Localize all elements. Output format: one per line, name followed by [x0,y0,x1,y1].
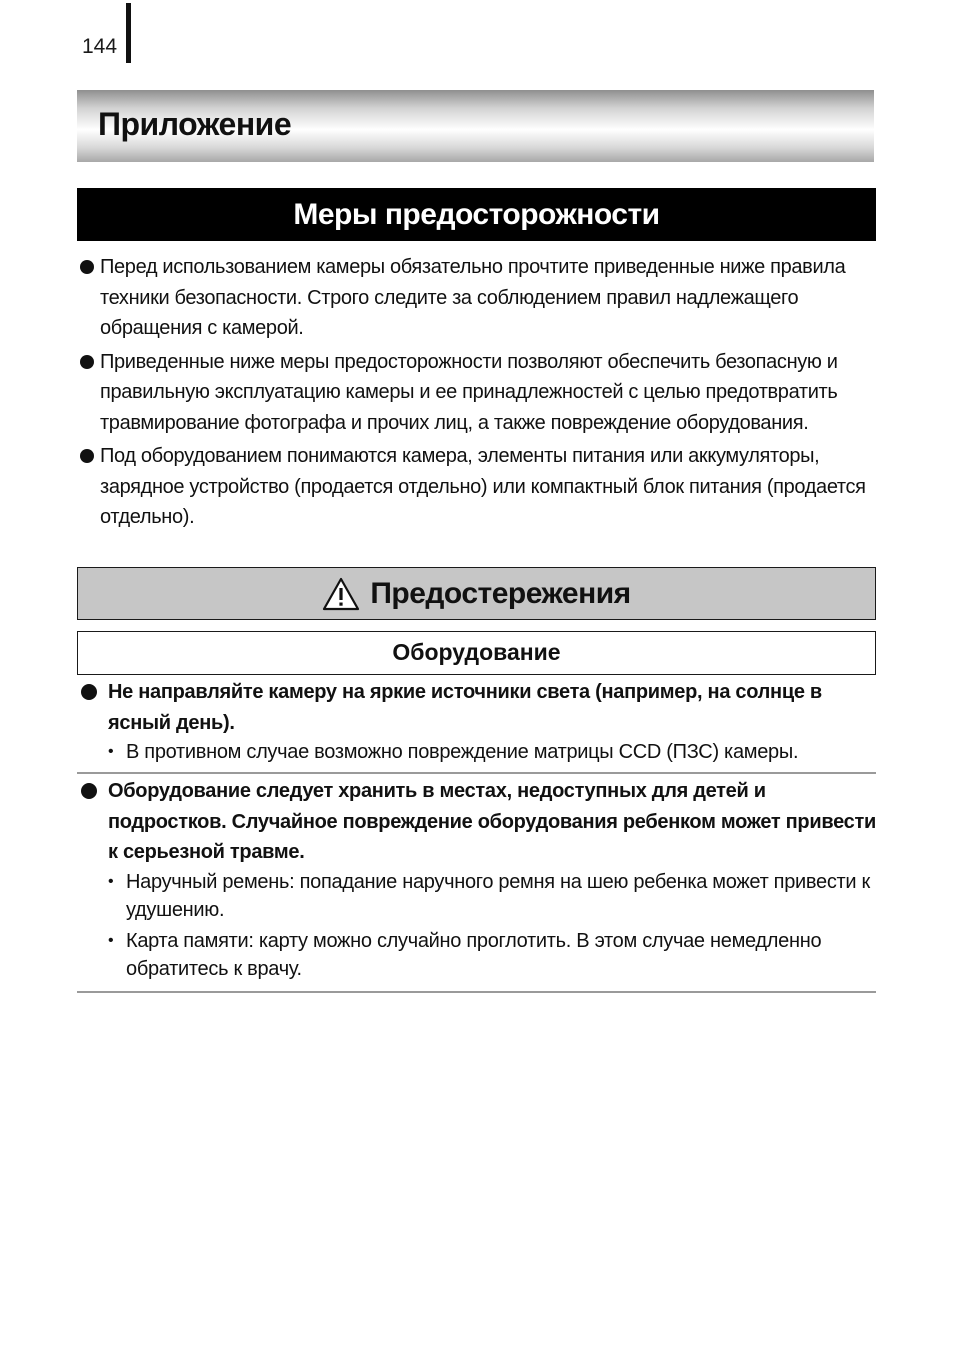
intro-text: Перед использованием камеры обязательно прочтите приведенные ниже правила техники безопасности. Строго следите за соблюдением правил надлежащего обращения с камерой. [100,256,846,339]
small-bullet-icon: • [108,931,114,949]
rule-detail [77,868,876,924]
intro-item [77,441,877,533]
intro-item [77,252,877,344]
rule-detail-text: В противном случае возможно повреждение матрицы CCD (ПЗС) камеры. [126,741,799,763]
warnings-title: Предостережения [370,576,631,610]
bullet-dot-icon [81,684,97,700]
warning-rule [77,676,876,774]
page-number-rule [126,3,131,63]
small-bullet-icon: • [108,743,114,760]
bullet-dot-icon [80,355,94,369]
rule-heading [77,776,876,868]
bullet-dot-icon [81,783,97,799]
chapter-title: Приложение [98,106,292,142]
subsection-header [77,631,876,675]
rule-heading-text: Оборудование следует хранить в местах, недоступных для детей и подростков. Случайное повреждение оборудования ребенком может привести к серьезной травме. [108,780,876,863]
rule-details [77,738,876,766]
rule-detail-text: Карта памяти: карту можно случайно проглотить. В этом случае немедленно обратитесь к врачу. [126,929,822,980]
intro-list [77,252,877,536]
rule-details [77,868,876,983]
chapter-header [77,90,874,162]
section-header [77,188,876,241]
bullet-dot-icon [80,260,94,274]
intro-item [77,347,877,439]
rule-detail-text: Наручный ремень: попадание наручного ремня на шею ребенка может привести к удушению. [126,870,870,921]
warning-triangle-icon [322,577,360,611]
small-bullet-icon: • [108,872,114,890]
rule-heading [77,677,876,738]
warning-rule [77,775,876,993]
page-number: 144 [82,35,118,58]
subsection-title: Оборудование [392,639,561,665]
section-title: Меры предосторожности [293,198,660,231]
warnings-header [77,567,876,620]
bullet-dot-icon [80,449,94,463]
intro-text: Приведенные ниже меры предосторожности позволяют обеспечить безопасную и правильную эксплуатацию камеры и ее принадлежностей с целью предотвратить травмирование фотографа и прочих лиц, а также повреждение оборудования. [100,350,838,434]
intro-text: Под оборудованием понимаются камера, элементы питания или аккумуляторы, зарядное устройство (продается отдельно) или компактный блок питания (продается отдельно). [100,445,866,528]
rule-detail [77,738,876,766]
rule-detail [77,927,876,983]
rule-heading-text: Не направляйте камеру на яркие источники света (например, на солнце в ясный день). [108,681,822,734]
